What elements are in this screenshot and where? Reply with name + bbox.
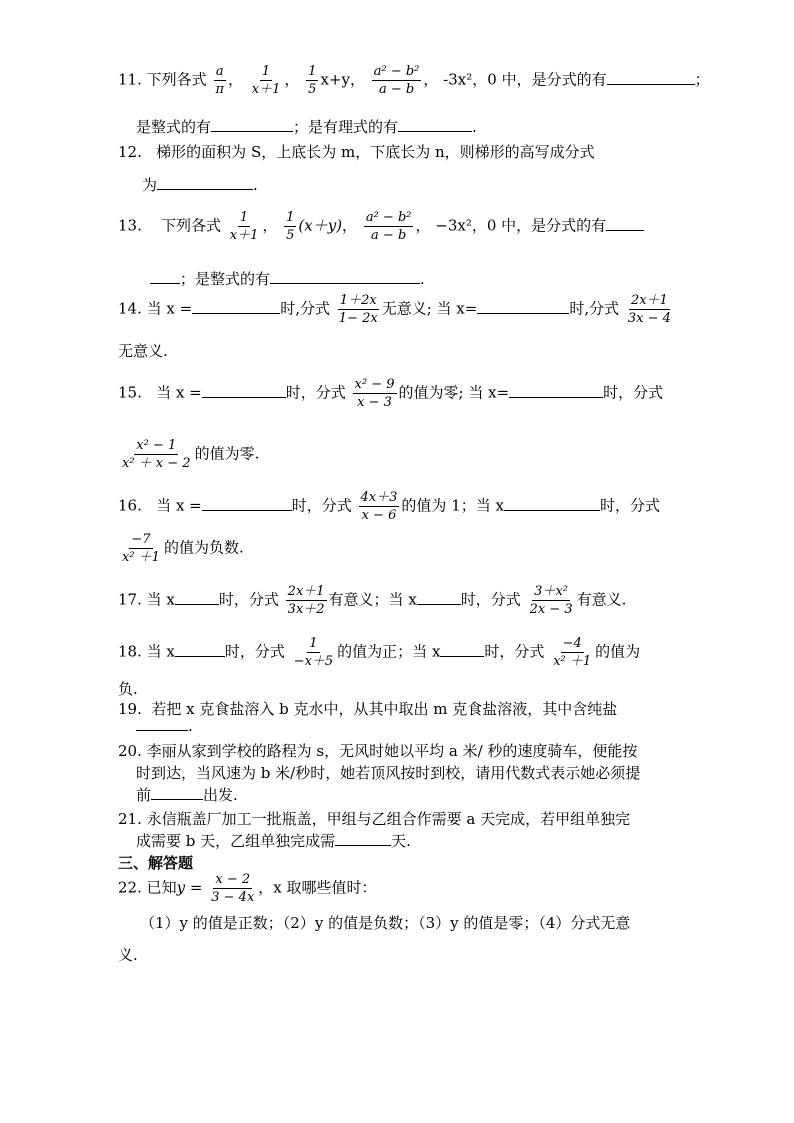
q13-answer-blank-2[interactable] bbox=[270, 269, 420, 284]
question-15-line-2 bbox=[118, 438, 259, 471]
q14-fraction-2: $\frac{2x+1}{3x - 4}$ bbox=[627, 293, 671, 326]
q14-fraction-1: $\frac{1+2x}{1- 2x}$ bbox=[338, 293, 378, 326]
q11-fraction-3: $\frac{1}{5}$ bbox=[308, 64, 317, 97]
q22-y-equals: y = bbox=[176, 878, 203, 897]
q14-answer-blank-2[interactable] bbox=[477, 299, 569, 314]
q17-c: 有意义；当 x bbox=[328, 590, 417, 609]
q13-answer-blank-1-cont[interactable] bbox=[150, 269, 180, 284]
q16-answer-blank-2[interactable] bbox=[504, 496, 600, 511]
q20-line3-b: 出发. bbox=[203, 786, 238, 804]
q11-fraction-1: $\frac{a}{\pi}$ bbox=[215, 64, 224, 97]
q15-number: 15. bbox=[118, 383, 142, 402]
q22-fraction: $\frac{x - 2}{3 - 4x}$ bbox=[211, 872, 255, 905]
q13-term-2-tail: (x＋y) bbox=[298, 216, 343, 235]
q14-a: 当 x = bbox=[146, 299, 193, 318]
q18-fraction-1: $\frac{1}{-x+5}$ bbox=[293, 636, 334, 669]
question-21-line-2 bbox=[136, 830, 411, 851]
q15-a: 当 x = bbox=[156, 383, 202, 402]
q15-answer-blank-2[interactable] bbox=[509, 383, 603, 398]
q16-b: 时，分式 bbox=[291, 496, 352, 515]
q13-fraction-1: $\frac{1}{x+1}$ bbox=[229, 210, 259, 243]
q11-answer-blank-3[interactable] bbox=[398, 117, 472, 132]
q16-c: 的值为 1；当 x bbox=[401, 496, 504, 515]
q17-e: 有意义. bbox=[576, 590, 627, 609]
q21-line1: 永信瓶盖厂加工一批瓶盖，甲组与乙组合作需要 a 天完成，若甲组单独完 bbox=[146, 810, 631, 828]
q17-fraction-2: $\frac{\text{3＋x²}}{2x - 3}$ bbox=[529, 584, 573, 617]
q19-text: 若把 x 克食盐溶入 b 克水中，从其中取出 m 克食盐溶液，其中含纯盐 bbox=[151, 700, 618, 718]
question-17 bbox=[118, 584, 626, 617]
question-20-line-2 bbox=[136, 762, 640, 783]
q15-answer-blank-1[interactable] bbox=[202, 383, 286, 398]
question-19-line-2 bbox=[136, 716, 193, 735]
q14-b: 时,分式 bbox=[280, 299, 330, 318]
q18-b: 时，分式 bbox=[224, 642, 285, 661]
question-22-line-3 bbox=[118, 944, 138, 965]
q22-line3: 义. bbox=[118, 946, 138, 964]
question-16 bbox=[118, 490, 660, 523]
question-11: 11. 下列各式 $\frac{a}{\pi}$ ， $\frac{1}{x+1}$ ， $\frac{1}{5}$ x+y， $\frac{\text{a² − b²}}{a - b}$ ， -3x²，0 中，是分式的有 ； bbox=[118, 64, 710, 97]
q12-answer-blank[interactable] bbox=[157, 175, 253, 190]
question-12-line-2 bbox=[142, 174, 258, 195]
section-heading: 三、解答题 bbox=[118, 854, 194, 872]
q22-b: ，x 取哪些值时： bbox=[258, 878, 377, 897]
q14-number: 14. bbox=[118, 299, 142, 318]
q21-line2-b: 天. bbox=[391, 832, 411, 850]
q21-line2-a: 成需要 b 天，乙组单独完成需 bbox=[136, 832, 336, 850]
q11-prefix: 下列各式 bbox=[146, 70, 207, 89]
q13-answer-blank-1[interactable] bbox=[606, 216, 644, 231]
q16-line2: 的值为负数. bbox=[163, 538, 244, 557]
q13-end: . bbox=[420, 270, 425, 288]
question-20-line-3 bbox=[136, 784, 238, 805]
q18-fraction-2: $\frac{-4}{\text{x² ＋1}}$ bbox=[553, 636, 592, 669]
q12-line2: 为 bbox=[142, 176, 158, 194]
q13-prefix: 下列各式 bbox=[160, 216, 221, 235]
question-18-line-2 bbox=[118, 678, 138, 699]
q15-line2: 的值为零. bbox=[194, 444, 260, 463]
q13-number: 13. bbox=[118, 216, 142, 235]
q22-line2: （1）y 的值是正数；（2）y 的值是负数；（3）y 的值是零；（4）分式无意 bbox=[140, 914, 631, 932]
q19-answer-blank[interactable] bbox=[136, 716, 188, 731]
q17-b: 时，分式 bbox=[218, 590, 279, 609]
q12-end: . bbox=[253, 176, 258, 194]
q19-end: . bbox=[188, 717, 193, 735]
question-12 bbox=[118, 141, 595, 162]
q18-number: 18. bbox=[118, 642, 142, 661]
q15-c: 的值为零; 当 x= bbox=[398, 383, 510, 402]
q20-line2: 时到达，当风速为 b 米/秒时，她若顶风按时到校，请用代数式表示她必须提 bbox=[136, 764, 641, 782]
q16-fraction-1: $\frac{4x+3}{x - 6}$ bbox=[360, 490, 398, 523]
question-18 bbox=[118, 636, 640, 669]
q13-tail: −3x²，0 中，是分式的有 bbox=[435, 216, 607, 235]
q11-line2-end: . bbox=[472, 118, 477, 136]
question-15 bbox=[118, 377, 663, 410]
q18-answer-blank-2[interactable] bbox=[440, 642, 484, 657]
q18-e: 的值为 bbox=[595, 642, 641, 661]
q17-number: 17. bbox=[118, 590, 142, 609]
q17-answer-blank-1[interactable] bbox=[175, 590, 219, 605]
question-14 bbox=[118, 293, 675, 326]
q20-line1: 李丽从家到学校的路程为 s，无风时她以平均 a 米/ 秒的速度骑车，便能按 bbox=[146, 742, 638, 760]
q22-number: 22. bbox=[118, 878, 142, 897]
q21-number: 21. bbox=[118, 810, 142, 828]
q16-fraction-2: $\frac{-7}{\text{x² ＋1}}$ bbox=[122, 532, 160, 565]
q15-d: 时，分式 bbox=[603, 383, 664, 402]
question-16-line-2 bbox=[118, 532, 244, 565]
q14-d: 时,分式 bbox=[569, 299, 620, 318]
q19-number: 19. bbox=[118, 700, 142, 718]
q11-term-3-tail: x+y bbox=[320, 70, 350, 89]
q11-fraction-4: $\frac{\text{a² − b²}}{a - b}$ bbox=[373, 64, 420, 97]
q20-line3-a: 前 bbox=[136, 786, 152, 804]
q11-number: 11. bbox=[118, 70, 142, 89]
q16-a: 当 x = bbox=[156, 496, 202, 515]
question-20 bbox=[118, 740, 637, 761]
q13-line2-a: ；是整式的有 bbox=[180, 270, 271, 288]
q13-fraction-3: $\frac{\text{a² − b²}}{a - b}$ bbox=[365, 210, 412, 243]
q18-c: 的值为正；当 x bbox=[337, 642, 441, 661]
q20-answer-blank[interactable] bbox=[151, 785, 203, 800]
q14-answer-blank-1[interactable] bbox=[192, 299, 280, 314]
q11-end: ； bbox=[694, 70, 710, 89]
question-21 bbox=[118, 808, 630, 829]
q17-d: 时，分式 bbox=[460, 590, 521, 609]
q18-answer-blank-1[interactable] bbox=[175, 642, 225, 657]
q14-line2: 无意义. bbox=[118, 342, 168, 360]
question-13-line-2 bbox=[150, 268, 425, 289]
q15-fraction-1: $\frac{\text{x² − 9}}{x - 3}$ bbox=[354, 377, 395, 410]
question-19 bbox=[118, 698, 617, 719]
q11-answer-blank-1[interactable] bbox=[607, 70, 695, 85]
q15-b: 时，分式 bbox=[285, 383, 346, 402]
question-11-line-2 bbox=[136, 116, 477, 137]
q21-answer-blank[interactable] bbox=[335, 831, 391, 846]
q11-tail: -3x²，0 中，是分式的有 bbox=[443, 70, 607, 89]
q17-fraction-1: $\frac{2x+1}{3x+2}$ bbox=[287, 584, 325, 617]
q13-fraction-2: $\frac{1}{5}$ bbox=[286, 210, 295, 243]
q12-number: 12. bbox=[118, 143, 142, 161]
q11-fraction-2: $\frac{1}{x+1}$ bbox=[251, 64, 281, 97]
q17-a: 当 x bbox=[146, 590, 175, 609]
question-22 bbox=[118, 872, 377, 905]
q16-answer-blank-1[interactable] bbox=[202, 496, 292, 511]
q17-answer-blank-2[interactable] bbox=[417, 590, 461, 605]
question-14-line-2 bbox=[118, 340, 168, 361]
q16-number: 16. bbox=[118, 496, 142, 515]
q14-c: 无意义; 当 x= bbox=[381, 299, 478, 318]
q11-line2-b: ；是有理式的有 bbox=[293, 118, 399, 136]
question-22-line-2 bbox=[140, 912, 630, 933]
q16-d: 时，分式 bbox=[599, 496, 660, 515]
q18-line2: 负. bbox=[118, 680, 138, 698]
q18-a: 当 x bbox=[146, 642, 175, 661]
q20-number: 20. bbox=[118, 742, 142, 760]
q11-line2-a: 是整式的有 bbox=[136, 118, 212, 136]
question-13: 13. 下列各式 $\frac{1}{x+1}$ ， $\frac{1}{5}$ (x＋y)， $\frac{\text{a² − b²}}{a - b}$ ， −3x²，0 中，是分式的有 bbox=[118, 210, 644, 243]
q15-fraction-2: $\frac{\text{x² − 1}}{\text{x² ＋ x − 2}}$ bbox=[122, 438, 191, 471]
q18-d: 时，分式 bbox=[484, 642, 545, 661]
q11-answer-blank-2[interactable] bbox=[211, 117, 293, 132]
q12-text: 梯形的面积为 S，上底长为 m，下底长为 n，则梯形的高写成分式 bbox=[156, 143, 595, 161]
q22-a: 已知 bbox=[146, 878, 177, 897]
